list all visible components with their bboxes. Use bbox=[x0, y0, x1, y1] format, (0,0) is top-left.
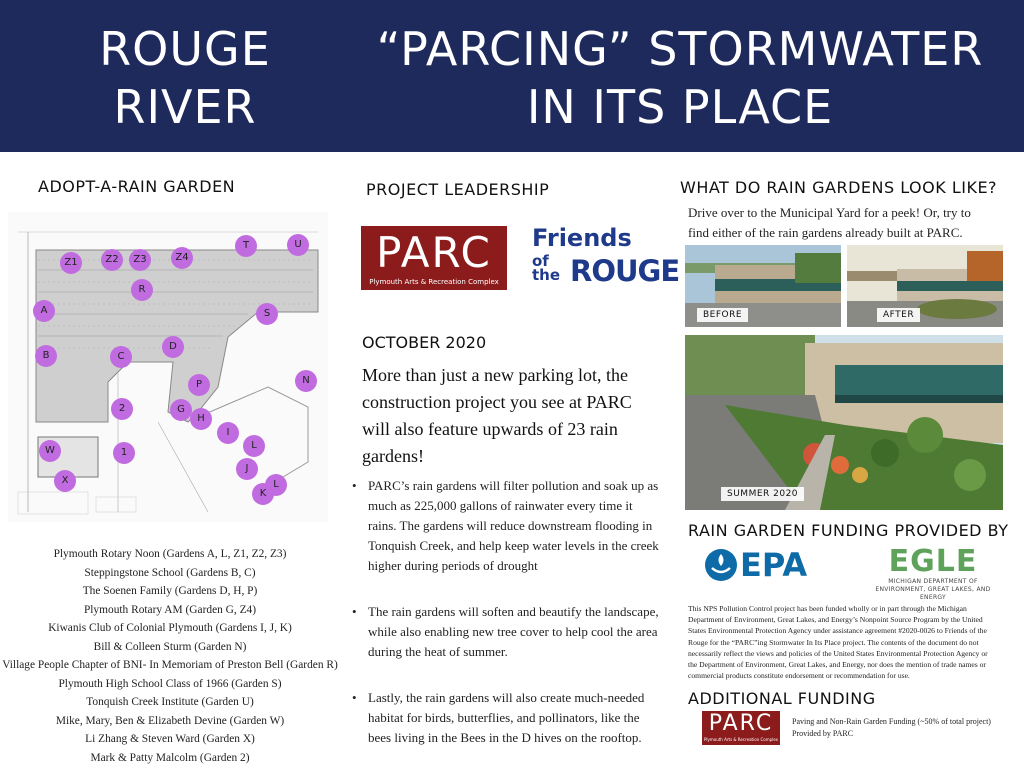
bullet-text: PARC’s rain gardens will filter pollution and soak up as much as 225,000 gallons of rainwater every time it rains. The gardens will reduce downstream flooding in Tonquish Creek, and help keep water levels in the creek higher during periods of drought bbox=[368, 478, 659, 573]
banner-left-line1: ROUGE bbox=[99, 22, 271, 76]
bullet-dot: • bbox=[352, 604, 357, 619]
banner-left-line2: RIVER bbox=[113, 80, 257, 134]
sponsor-item: Bill & Colleen Sturm (Garden N) bbox=[93, 640, 247, 653]
epa-logo bbox=[704, 546, 814, 586]
sponsor-item: Mark & Patty Malcolm (Garden 2) bbox=[90, 751, 250, 764]
additional-heading: ADDITIONAL FUNDING bbox=[688, 689, 876, 708]
sponsor-item: Plymouth High School Class of 1966 (Garden S) bbox=[58, 677, 282, 690]
after-photo bbox=[847, 245, 1003, 327]
sponsor-item: Village People Chapter of BNI- In Memoriam of Preston Bell (Garden R) bbox=[2, 659, 338, 671]
egle-logo-text: EGLE bbox=[888, 544, 978, 579]
sponsor-item: Plymouth Rotary AM (Garden G, Z4) bbox=[83, 603, 257, 616]
parc-logo-text: PARC bbox=[376, 228, 492, 277]
sponsor-list bbox=[0, 545, 340, 767]
epa-flower-icon bbox=[704, 548, 738, 582]
banner-title-right bbox=[360, 20, 1000, 136]
bullet-dot: • bbox=[352, 478, 357, 493]
egle-logo bbox=[868, 544, 998, 601]
egle-logo-subtitle-2: ENVIRONMENT, GREAT LAKES, AND ENERGY bbox=[875, 586, 991, 601]
garden-marker-z2: Z2 bbox=[101, 249, 123, 271]
fotr-rouge: ROUGE bbox=[570, 254, 680, 288]
sponsor-item: Plymouth Rotary Noon (Gardens A, L, Z1, Z2, Z3) bbox=[53, 548, 287, 560]
bullet-item bbox=[352, 688, 662, 748]
banner-title-left bbox=[60, 20, 310, 136]
looks-paragraph: Drive over to the Municipal Yard for a peek! Or, try to find either of the rain gardens already built at PARC. bbox=[688, 205, 971, 240]
garden-marker-s: S bbox=[256, 303, 278, 325]
banner-right-line2: IN ITS PLACE bbox=[526, 80, 834, 134]
before-label: BEFORE bbox=[697, 308, 748, 322]
october-heading: OCTOBER 2020 bbox=[362, 333, 487, 352]
funding-heading: RAIN GARDEN FUNDING PROVIDED BY bbox=[688, 521, 1009, 540]
leadership-heading: PROJECT LEADERSHIP bbox=[366, 180, 550, 199]
garden-marker-z4: Z4 bbox=[171, 247, 193, 269]
fotr-ofthe bbox=[532, 254, 560, 282]
garden-marker-w: W bbox=[39, 440, 61, 462]
garden-marker-n: N bbox=[295, 370, 317, 392]
garden-marker-a: A bbox=[33, 300, 55, 322]
sponsor-item: Steppingstone School (Gardens B, C) bbox=[84, 566, 256, 579]
egle-logo-subtitle: MICHIGAN DEPARTMENT OF bbox=[888, 578, 978, 585]
garden-marker-z3: Z3 bbox=[129, 249, 151, 271]
header-banner bbox=[0, 0, 1024, 152]
additional-line2: Provided by PARC bbox=[792, 729, 854, 738]
garden-marker-x: X bbox=[54, 470, 76, 492]
garden-marker-2: 2 bbox=[111, 398, 133, 420]
sponsor-item: Mike, Mary, Ben & Elizabeth Devine (Garden W) bbox=[55, 714, 285, 727]
garden-marker-h: H bbox=[190, 408, 212, 430]
garden-marker-i: I bbox=[217, 422, 239, 444]
parc-logo bbox=[361, 226, 507, 290]
bullet-item bbox=[352, 476, 662, 576]
garden-marker-t: T bbox=[235, 235, 257, 257]
after-photo-image bbox=[847, 245, 1003, 327]
parc-logo-small-text: PARC bbox=[708, 711, 774, 736]
sponsor-item: Li Zhang & Steven Ward (Garden X) bbox=[85, 733, 255, 745]
bullet-text: The rain gardens will soften and beautify the landscape, while also enabling new tree cover to help cool the area during the heat of summer. bbox=[368, 604, 659, 659]
garden-marker-b: B bbox=[35, 345, 57, 367]
parc-logo-subtitle: Plymouth Arts & Recreation Complex bbox=[369, 278, 499, 286]
parc-logo-small bbox=[702, 711, 780, 745]
adopt-heading: ADOPT-A-RAIN GARDEN bbox=[38, 177, 236, 196]
funding-disclaimer: This NPS Pollution Control project has been funded wholly or in part through the Michigan Department of Environment, Great Lakes, and Energy’s Nonpoint Source Program by the United States Environmental Protection Agency under assistance agreement #2020-0026 to Friends of the Rouge for the “PARC”ing Stormwater In Its Place project. The contents of the document do not necessarily reflect the views and policies of the United States Environmental Protection Agency or the Department of Environment, Great Lakes, and Energy, nor does the mention of trade names or commercial products constitute endorsement or recommendation for use. bbox=[688, 604, 988, 681]
parc-logo-small-subtitle: Plymouth Arts & Recreation Complex bbox=[703, 737, 779, 742]
epa-logo-text: EPA bbox=[740, 546, 808, 584]
garden-marker-u: U bbox=[287, 234, 309, 256]
looks-heading: WHAT DO RAIN GARDENS LOOK LIKE? bbox=[680, 178, 998, 197]
fotr-of: of bbox=[532, 252, 549, 270]
intro-paragraph: More than just a new parking lot, the construction project you see at PARC will also feature upwards of 23 rain gardens! bbox=[362, 365, 632, 466]
bullet-text: Lastly, the rain gardens will also create much-needed habitat for birds, butterflies, and pollinators, like the bees living in the Bees in the D hives on the rooftop. bbox=[368, 690, 645, 745]
fotr-friends: Friends bbox=[532, 224, 632, 252]
bullet-item bbox=[352, 602, 662, 662]
additional-funding-text bbox=[792, 716, 992, 740]
garden-marker-1: 1 bbox=[113, 442, 135, 464]
fotr-the: the bbox=[532, 266, 561, 284]
garden-marker-g: G bbox=[170, 399, 192, 421]
sponsor-item: The Soenen Family (Gardens D, H, P) bbox=[82, 585, 258, 597]
garden-marker-k: K bbox=[252, 483, 274, 505]
additional-line1: Paving and Non-Rain Garden Funding (~50% of total project) bbox=[792, 717, 991, 726]
summer-label: SUMMER 2020 bbox=[721, 487, 804, 501]
garden-marker-j: J bbox=[236, 458, 258, 480]
banner-right-line1: “PARCING” STORMWATER bbox=[376, 22, 984, 76]
garden-marker-r: R bbox=[131, 279, 153, 301]
garden-marker-z1: Z1 bbox=[60, 252, 82, 274]
garden-marker-l: L bbox=[243, 435, 265, 457]
sponsor-item: Tonquish Creek Institute (Garden U) bbox=[86, 696, 254, 708]
summer-photo-image bbox=[685, 335, 1003, 510]
before-photo bbox=[685, 245, 841, 327]
garden-marker-d: D bbox=[162, 336, 184, 358]
after-label: AFTER bbox=[877, 308, 920, 322]
garden-marker-l2: L bbox=[265, 474, 287, 496]
garden-marker-p: P bbox=[188, 374, 210, 396]
site-map bbox=[8, 212, 328, 522]
garden-marker-c: C bbox=[110, 346, 132, 368]
summer-photo bbox=[685, 335, 1003, 510]
bullet-dot: • bbox=[352, 690, 357, 705]
sponsor-item: Kiwanis Club of Colonial Plymouth (Gardens I, J, K) bbox=[48, 622, 292, 634]
friends-of-the-rouge-logo bbox=[528, 224, 680, 292]
